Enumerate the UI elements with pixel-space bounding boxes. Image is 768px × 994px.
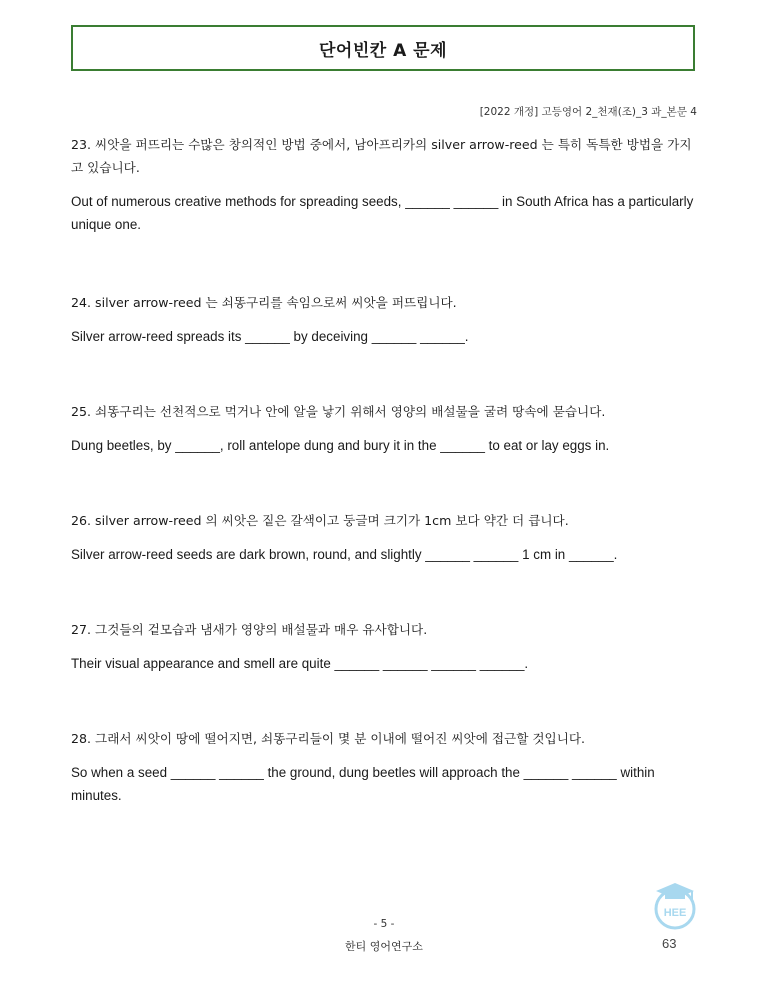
question-english: So when a seed ______ ______ the ground, dung beetles will approach the ______ ______ within minutes. bbox=[71, 765, 655, 803]
hee-logo-icon bbox=[650, 880, 700, 930]
question-english: Silver arrow-reed spreads its ______ by deceiving ______ ______. bbox=[71, 329, 469, 344]
question-english: Out of numerous creative methods for spreading seeds, ______ ______ in South Africa has a particularly unique one. bbox=[71, 194, 694, 232]
question-korean: 23. 씨앗을 퍼뜨리는 수많은 창의적인 방법 중에서, 남아프리카의 silver arrow-reed 는 특히 독특한 방법을 가지고 있습니다. bbox=[71, 137, 692, 175]
page-marker: - 5 - bbox=[373, 918, 395, 930]
question-english: Their visual appearance and smell are quite ______ ______ ______ ______. bbox=[71, 656, 529, 671]
question-25 bbox=[71, 400, 699, 457]
question-korean: 25. 쇠똥구리는 선천적으로 먹거나 안에 알을 낳기 위해서 영양의 배설물을 굴려 땅속에 묻습니다. bbox=[71, 404, 606, 419]
page-number: 63 bbox=[662, 936, 677, 951]
footer-organization: 한티 영어연구소 bbox=[345, 940, 423, 953]
question-23 bbox=[71, 133, 699, 236]
source-label: [2022 개정] 고등영어 2_천재(조)_3 과_본문 4 bbox=[479, 106, 697, 118]
question-28 bbox=[71, 727, 699, 807]
question-english: Silver arrow-reed seeds are dark brown, round, and slightly ______ ______ 1 cm in ______. bbox=[71, 547, 618, 562]
question-26 bbox=[71, 509, 699, 566]
question-korean: 28. 그래서 씨앗이 땅에 떨어지면, 쇠똥구리들이 몇 분 이내에 떨어진 씨앗에 접근할 것입니다. bbox=[71, 731, 586, 746]
question-27 bbox=[71, 618, 699, 675]
question-korean: 24. silver arrow-reed 는 쇠똥구리를 속임으로써 씨앗을 퍼뜨립니다. bbox=[71, 295, 457, 310]
question-english: Dung beetles, by ______, roll antelope dung and bury it in the ______ to eat or lay eggs in. bbox=[71, 438, 610, 453]
question-korean: 27. 그것들의 겉모습과 냄새가 영양의 배설물과 매우 유사합니다. bbox=[71, 622, 428, 637]
question-korean: 26. silver arrow-reed 의 씨앗은 짙은 갈색이고 둥글며 크기가 1cm 보다 약간 더 큽니다. bbox=[71, 513, 569, 528]
title-box bbox=[71, 25, 695, 71]
page-title: 단어빈칸 A 문제 bbox=[318, 40, 448, 61]
logo-text: HEE bbox=[663, 907, 687, 919]
question-24 bbox=[71, 291, 699, 348]
